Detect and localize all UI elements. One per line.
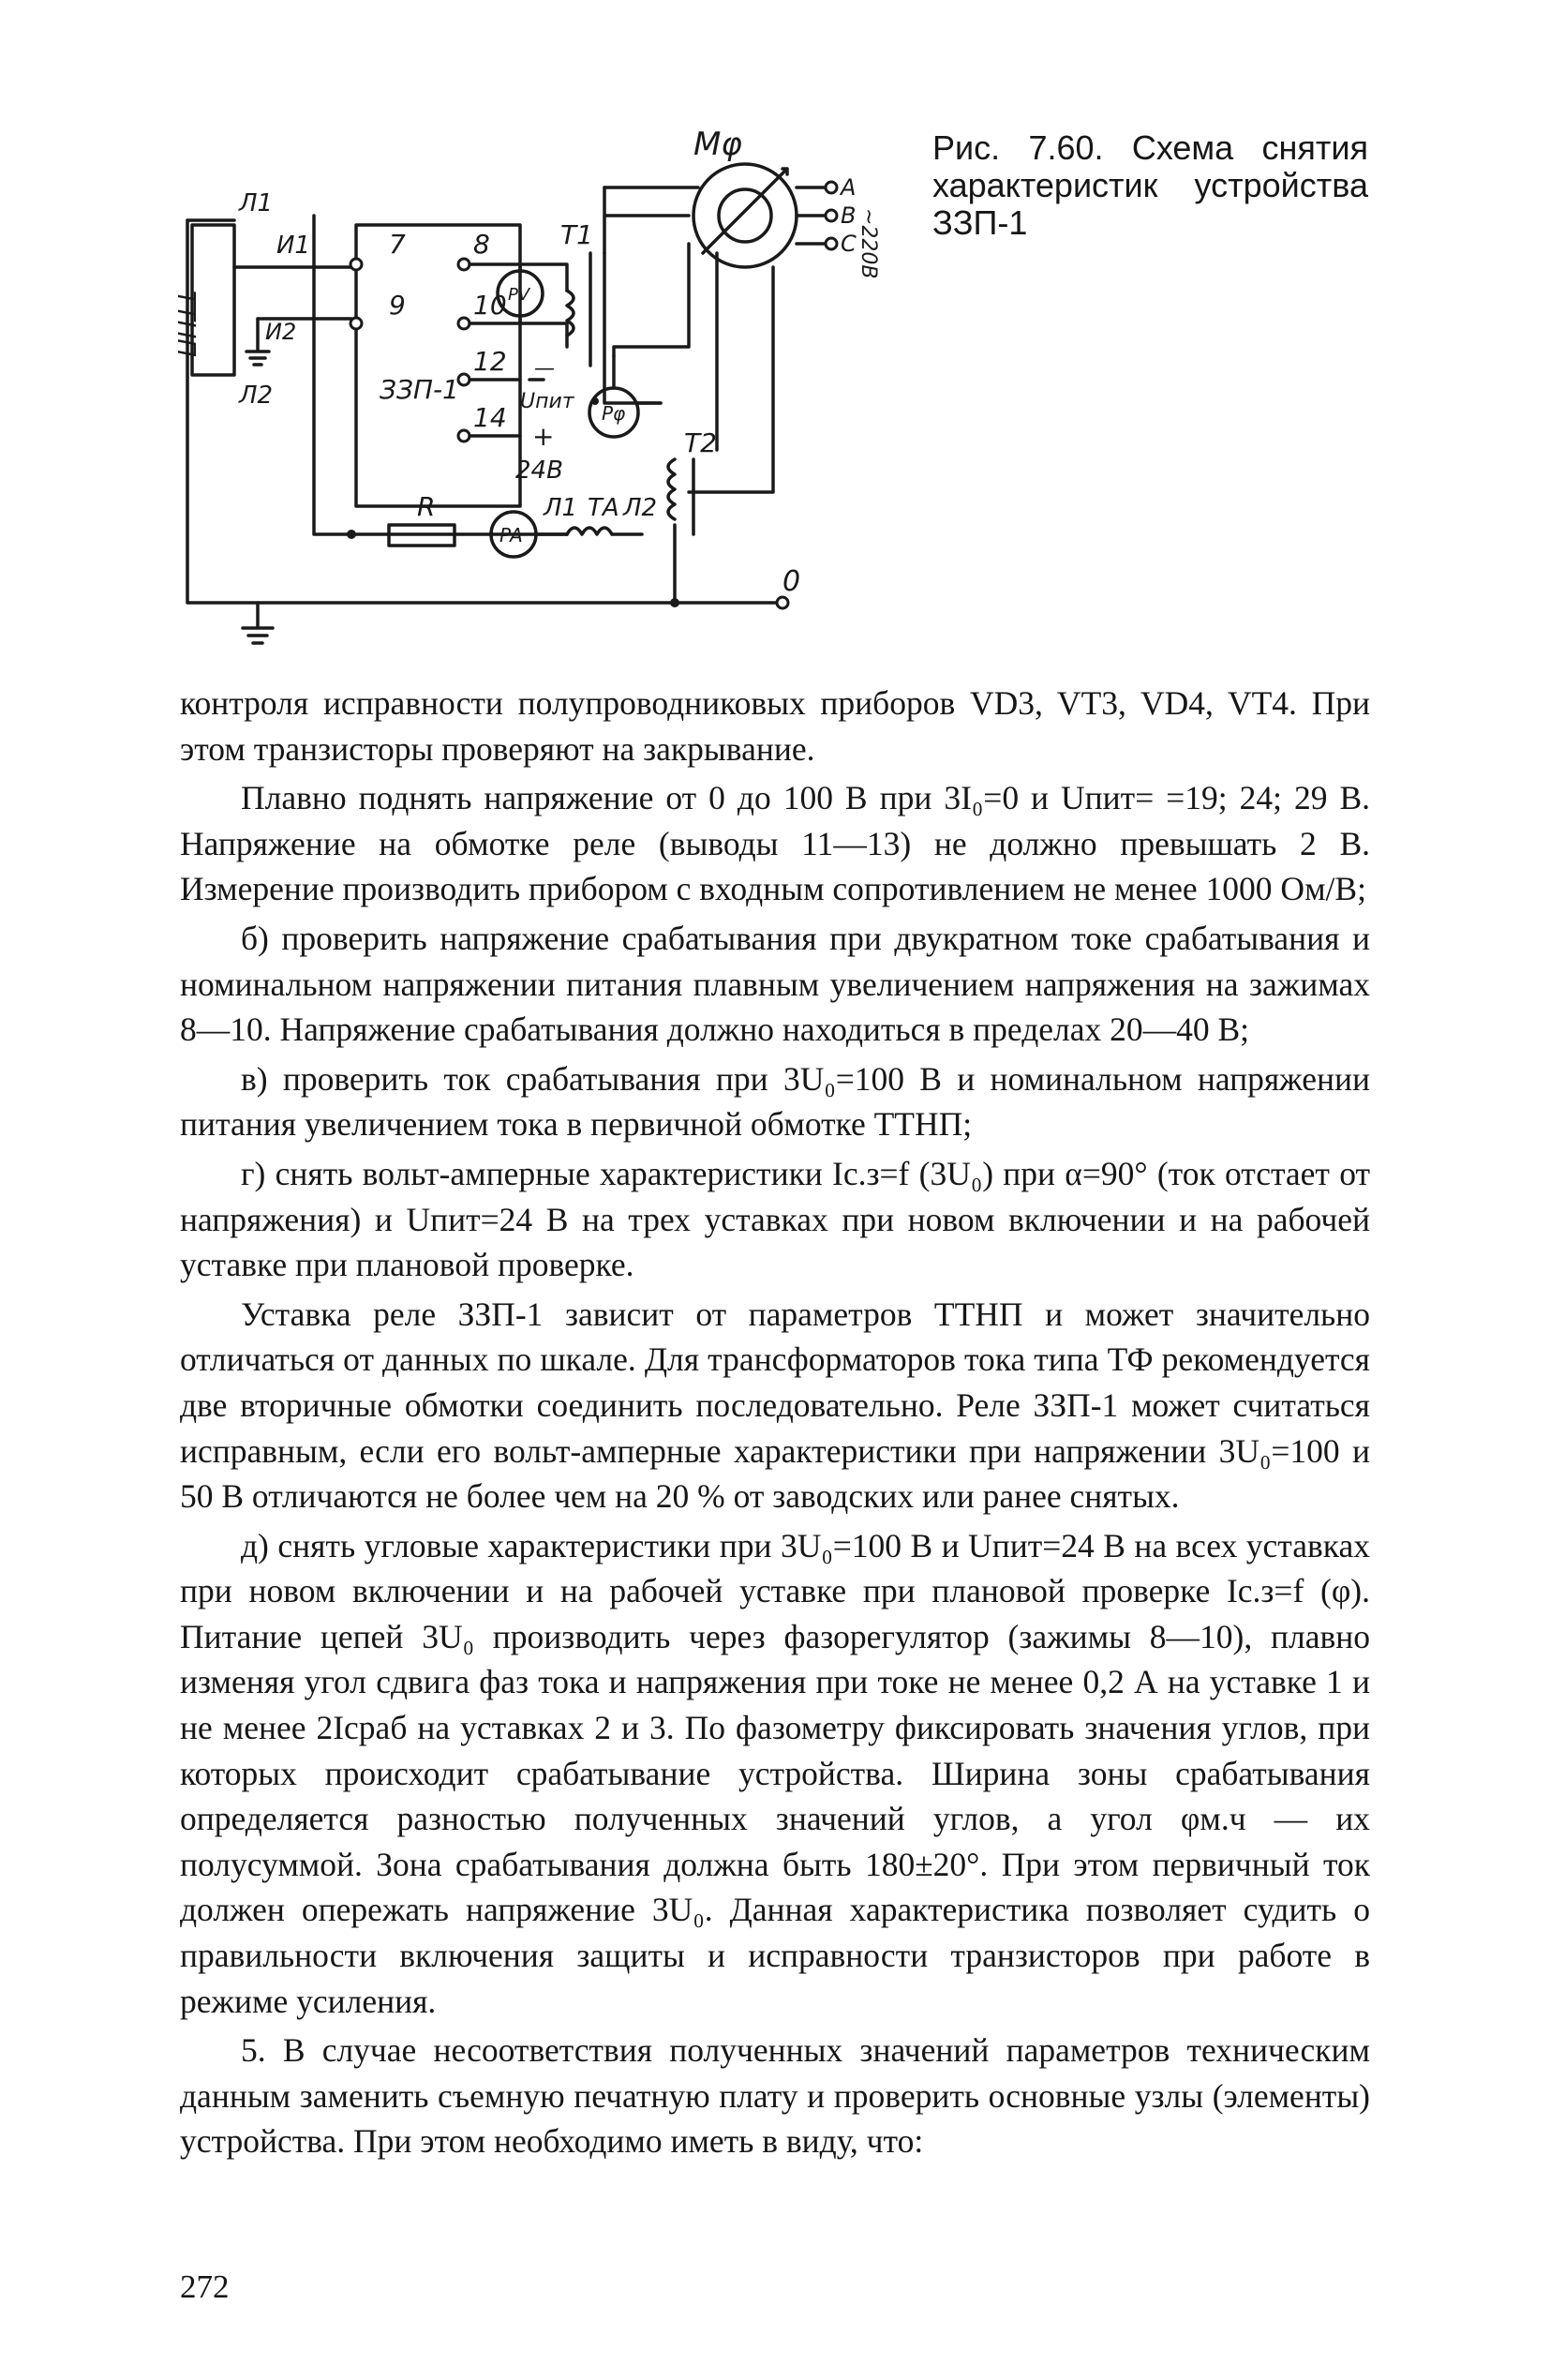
paragraph: Уставка реле ЗЗП-1 зависит от параметров ТТНП и может значительно отличаться от данных по шкале. Для трансформаторов тока типа ТФ рекомендуется две вторичные обмотки соединить последовательно. Реле ЗЗП-1 может считаться исправным, если его вольт-амперные характеристики при напряжении 3U₀=100 и 50 В отличаются не более чем на 20 % от заводских или ранее снятых. xyxy=(180,1295,1370,1516)
terminal-7 xyxy=(350,259,362,270)
paragraph: 5. В случае несоответствия полученных значений параметров техническим данным заменить съемную печатную плату и проверить основные узлы (элементы) устройства. При этом необходимо иметь в виду, что: xyxy=(180,2031,1370,2161)
terminal-zero xyxy=(777,597,788,608)
terminal-b xyxy=(826,210,837,221)
wire-right-3 xyxy=(614,244,689,356)
label-l2-left: Л2 xyxy=(239,382,274,410)
label-t12: 12 xyxy=(473,346,507,377)
label-t2: Т2 xyxy=(684,427,717,458)
label-l1-left: Л1 xyxy=(239,189,274,217)
label-t10: 10 xyxy=(473,290,507,321)
label-mphi: Мφ xyxy=(693,126,742,163)
wire-t10 xyxy=(469,323,567,347)
label-pphi: Pφ xyxy=(602,402,626,425)
label-l2-bottom: Л2 xyxy=(623,494,658,522)
wire-pphi xyxy=(614,356,661,403)
page-number: 272 xyxy=(180,2268,230,2305)
label-t14: 14 xyxy=(473,402,507,433)
paragraph: д) снять угловые характеристики при 3U₀=100 В и Uпит=24 В на всех уставках при новом включении и на рабочей уставке при плановой проверке Iс.з=f (φ). Питание цепей 3U₀ производить через фазорегулятор (зажимы 8—10), плавно изменяя угол сдвига фаз тока и напряжения при токе не менее 0,2 А на уставке 1 и не менее 2Iсраб на уставках 2 и 3. По фазометру фиксировать значения углов, при которых происходит срабатывание устройства. Ширина зоны срабатывания определяется разностью полученных значений углов, а угол φм.ч — их полусуммой. Зона срабатывания должна быть 180±20°. При этом первичный ток должен опережать напряжение 3U₀. Данная характеристика позволяет судить о правильности включения защиты и исправности транзисторов при работе в режиме усиления. xyxy=(180,1526,1370,2020)
wire-i1 xyxy=(234,264,356,267)
terminal-12 xyxy=(458,374,469,385)
wire-t1-secondary xyxy=(604,187,689,253)
t2-coil xyxy=(668,459,675,519)
terminal-10 xyxy=(458,318,469,329)
label-ta: ТА xyxy=(588,494,619,522)
label-220v: ~220В xyxy=(857,208,880,279)
terminal-8 xyxy=(458,259,469,270)
label-device: ЗЗП-1 xyxy=(380,374,459,405)
label-t1: Т1 xyxy=(560,219,593,250)
label-t8: 8 xyxy=(473,229,490,260)
figure-caption: Рис. 7.60. Схема снятия характеристик устройства ЗЗП-1 xyxy=(932,128,1368,242)
circuit-schematic xyxy=(164,122,932,666)
label-minus: — xyxy=(534,357,555,381)
paragraph: г) снять вольт-амперные характеристики Iс.з=f (3U₀) при α=90° (ток отстает от напряжения) и Uпит=24 В на трех уставках при новом включении и на рабочей уставке при плановой проверке. xyxy=(180,1154,1370,1284)
ground-bottom xyxy=(243,603,273,643)
label-zero: 0 xyxy=(782,565,801,598)
label-r: R xyxy=(417,491,436,522)
paragraph: в) проверить ток срабатывания при 3U₀=100 В и номинальном напряжении питания увеличением тока в первичной обмотке ТТНП; xyxy=(180,1059,1370,1144)
body-text xyxy=(180,681,1370,2168)
paragraph: Плавно поднять напряжение от 0 до 100 В при 3I₀=0 и Uпит= =19; 24; 29 В. Напряжение на обмотке реле (выводы 11—13) не должно превышать 2 В. Измерение производить прибором с входным сопротивлением не менее 1000 Ом/В; xyxy=(180,779,1370,908)
label-a: А xyxy=(841,174,857,201)
label-t7: 7 xyxy=(389,229,406,260)
phase-regulator-inner xyxy=(719,189,771,242)
terminal-14 xyxy=(458,430,469,442)
label-ttnp: ТТНП xyxy=(171,291,200,357)
label-upit: Uпит xyxy=(520,390,574,413)
circuit-diagram xyxy=(164,122,932,666)
label-plus: + xyxy=(532,421,555,452)
label-24v: 24В xyxy=(515,457,563,485)
label-i2: И2 xyxy=(265,319,297,345)
terminal-9 xyxy=(350,318,362,329)
junction-1 xyxy=(347,530,356,539)
label-b: В xyxy=(841,202,857,229)
label-c: С xyxy=(841,231,857,257)
terminal-a xyxy=(826,182,837,193)
label-l1-bottom: Л1 xyxy=(544,494,578,522)
label-t9: 9 xyxy=(389,290,406,321)
label-pa: PA xyxy=(499,524,523,546)
paragraph: б) проверить напряжение срабатывания при двукратном токе срабатывания и номинальном напряжении питания плавным увеличением напряжения на зажимах 8—10. Напряжение срабатывания должно находиться в пределах 20—40 В; xyxy=(180,919,1370,1049)
ta-coil xyxy=(567,528,612,534)
phase-regulator xyxy=(693,164,797,267)
terminal-c xyxy=(826,238,837,249)
junction-2 xyxy=(670,598,679,607)
wire-right-1 xyxy=(689,267,773,492)
label-i1: И1 xyxy=(276,232,310,260)
pphi-star xyxy=(591,397,599,405)
label-pv: PV xyxy=(508,285,530,305)
paragraph: контроля исправности полупроводниковых приборов VD3, VT3, VD4, VT4. При этом транзисторы проверяют на закрывание. xyxy=(180,684,1370,768)
